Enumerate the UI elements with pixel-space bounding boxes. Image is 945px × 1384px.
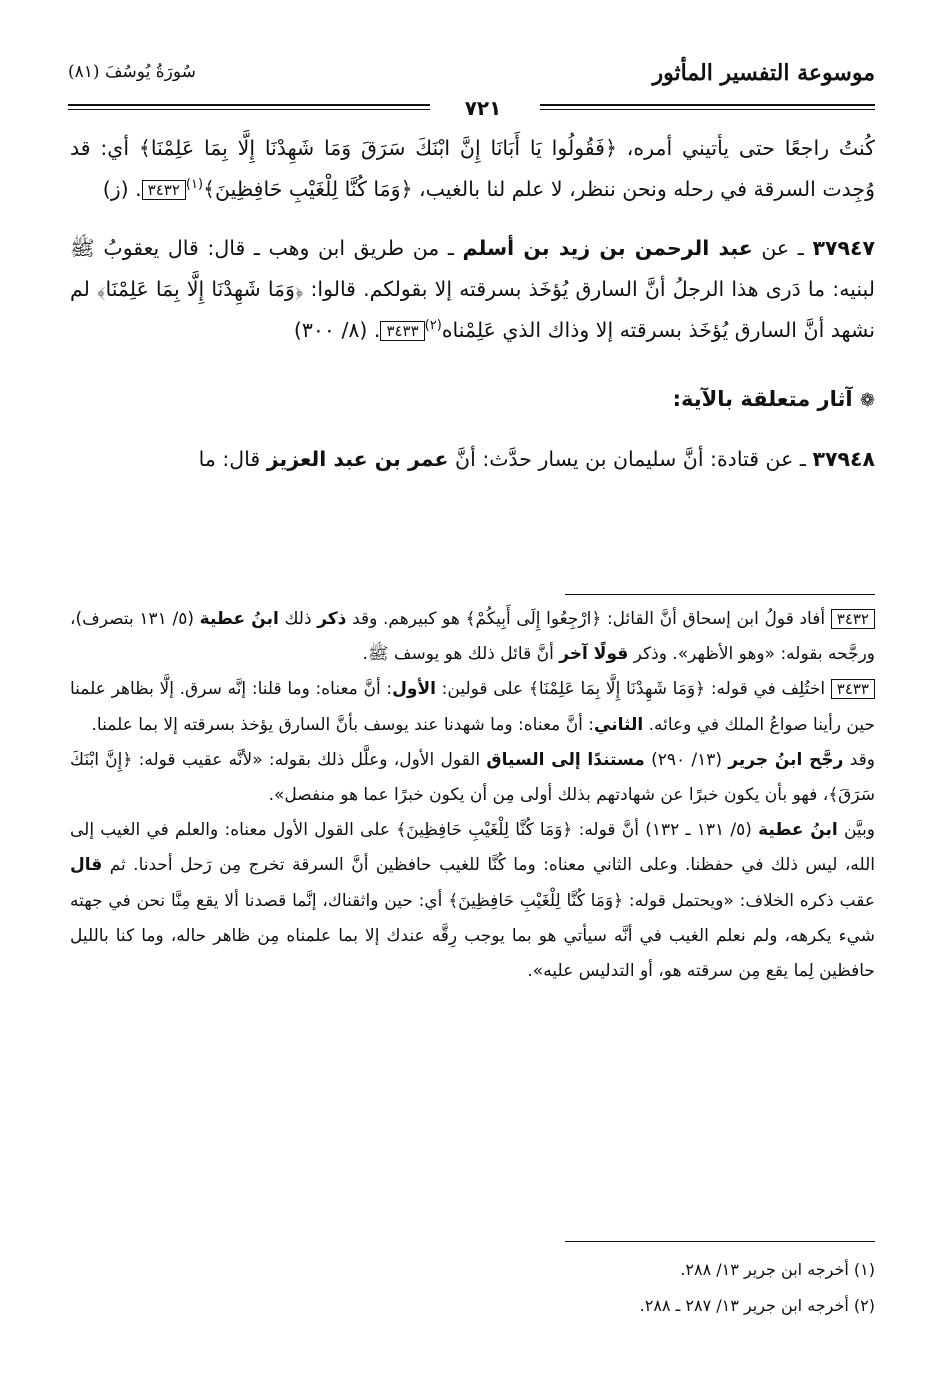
note-ref-box: ٣٤٣٣: [380, 321, 424, 341]
footnote-marker: (١): [185, 177, 204, 193]
note-ref-box: ٣٤٣٢: [142, 180, 186, 200]
book-title: موسوعة التفسير المأثور: [652, 60, 875, 86]
narrator-name: عمر بن عبد العزيز: [266, 447, 449, 471]
footnote-marker: (٢): [424, 318, 442, 334]
page-number: ٧٢١: [464, 96, 502, 120]
note-ref-box: ٣٤٣٢: [831, 609, 875, 629]
header-rule-right: [540, 104, 875, 106]
footnote-2: (٢) أخرجه ابن جرير ١٣/ ٢٨٧ ـ ٢٨٨.: [639, 1296, 875, 1315]
note-ref-box: ٣٤٣٣: [831, 679, 875, 699]
narration-37948: ٣٧٩٤٨ ـ عن قتادة: أنَّ سليمان بن يسار حدَّث: أنَّ عمر بن عبد العزيز قال: ما: [198, 447, 875, 471]
note-ibn-atiyya: وبيَّن ابنُ عطية (٥/ ١٣١ ـ ١٣٢) أنَّ قوله: ﴿وَمَا كُنَّا لِلْغَيْبِ حَافِظِينَ﴾ على القول الأول معناه: والعلم في الغيب إلى الله، ليس ذلك في حفظنا. وعلى الثاني معناه: وما كُنَّا للغيب حافظين أنَّ السرقة تخرج مِن رَحل أحدنا. ثم قال عقب ذكره الخلاف: «ويحتمل قوله: ﴿وَمَا كُنَّا لِلْغَيْبِ حَافِظِينَ﴾ أي: حين واثقناك، إنَّما قصدنا ألا يقع مِنَّا نحن في جهته شيء يكرهه، ولم نعلم الغيب في أنَّه سيأتي هو بما يوجب رِقَّه عندك إلا بما علمناه مِن ظاهر حاله، وما كنا بالليل حافظين لِما يقع مِن سرقته هو، أو التدليس عليه».: [70, 820, 876, 982]
main-text: [70, 128, 875, 480]
narration-number: ٣٧٩٤٨: [812, 447, 875, 471]
footnote-1: (١) أخرجه ابن جرير ١٣/ ٢٨٨.: [680, 1260, 875, 1279]
surah-label: سُورَةُ يُوسُفَ (٨١): [68, 62, 196, 82]
commentary-notes: [70, 602, 875, 989]
note-3432: ٣٤٣٢ أفاد قولُ ابن إسحاق أنَّ القائل: ﴿ارْجِعُوا إِلَى أَبِيكُمْ﴾ هو كبيرهم. وقد ذكر ذلك ابنُ عطية (٥/ ١٣١ بتصرف)، ورجَّحه بقوله: «وهو الأظهر». وذكر قولًا آخر أنَّ قائل ذلك هو يوسف ﷺ.: [70, 609, 875, 665]
narrator-name: عبد الرحمن بن زيد بن أسلم: [462, 236, 753, 260]
notes-separator: [565, 594, 875, 595]
narration-37947: ٣٧٩٤٧ ـ عن عبد الرحمن بن زيد بن أسلم ـ من طريق ابن وهب ـ قال: قال يعقوبُ ﷺ لبنيه: ما دَرى هذا الرجلُ أنَّ السارق يُؤخَذ بسرقته إلا بقولكم. قالوا: ﴿وَمَا شَهِدْنَا إِلَّا بِمَا عَلِمْنَا﴾ لم نشهد أنَّ السارق يُؤخَذ بسرقته إلا وذاك الذي عَلِمْناه$^{(٢)}$٣٤٣٣. (٨/ ٣٠٠): [70, 236, 875, 342]
footnotes: [70, 1252, 875, 1324]
section-heading: ❁ آثار متعلقة بالآية:: [672, 387, 875, 411]
header-rule-left: [68, 104, 430, 106]
paragraph-continuation: كُنتُ راجعًا حتى يأتيني أمره، ﴿فَقُولُوا يَا أَبَانَا إِنَّ ابْنَكَ سَرَقَ وَمَا شَهِدْنَا إِلَّا بِمَا عَلِمْنَا﴾ أي: قد وُجِدت السرقة في رحله ونحن ننظر، لا علم لنا بالغيب، ﴿وَمَا كُنَّا لِلْغَيْبِ حَافِظِينَ﴾$^{(١)}$٣٤٣٢. (ز): [70, 136, 875, 201]
footnotes-separator: [565, 1241, 875, 1242]
narration-number: ٣٧٩٤٧: [812, 236, 875, 260]
note-tarjih: وقد رجَّح ابنُ جرير (١٣/ ٢٩٠) مستندًا إلى السياق القول الأول، وعلَّل ذلك بقوله: «لأنَّه عقيب قوله: ﴿إِنَّ ابْنَكَ سَرَقَ﴾، فهو بأن يكون خبرًا عن شهادتهم بذلك أولى مِن أن يكون خبرًا عما هو منفصل».: [70, 749, 875, 806]
note-3433: ٣٤٣٣ اختُلِف في قوله: ﴿وَمَا شَهِدْنَا إِلَّا بِمَا عَلِمْنَا﴾ على قولين: الأول: أنَّ معناه: وما قلنا: إنَّه سرق. إلَّا بظاهر علمنا حين رأينا صواعُ الملك في وعائه. الثاني: أنَّ معناه: وما شهدنا عند يوسف بأنَّ السارق يؤخذ بسرقته إلا بما علمنا.: [70, 679, 875, 735]
flower-icon: ❁: [859, 390, 875, 411]
